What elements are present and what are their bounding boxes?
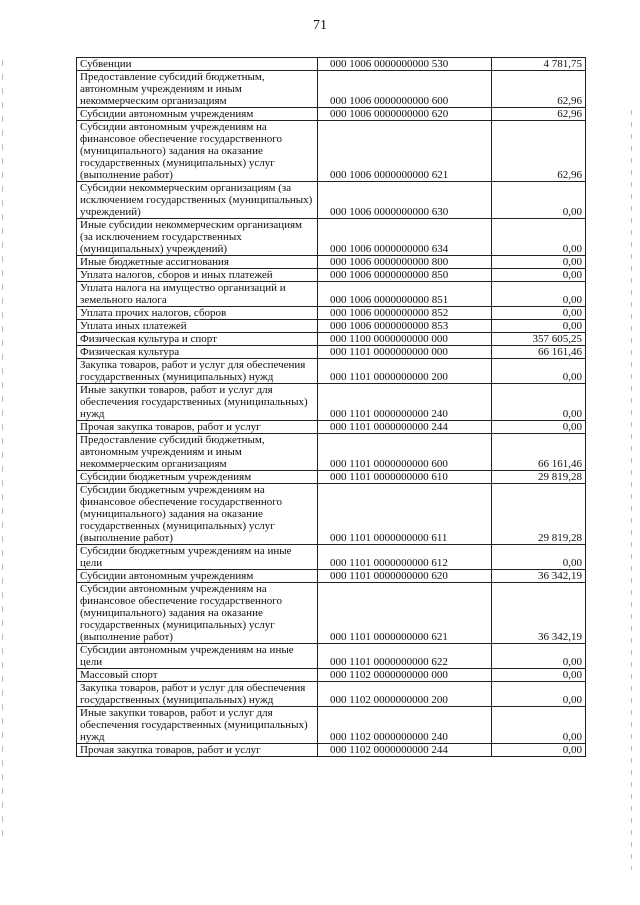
row-code: 000 1101 0000000000 611	[318, 484, 492, 545]
row-code: 000 1101 0000000000 621	[318, 583, 492, 644]
row-amount: 357 605,25	[492, 333, 586, 346]
row-code: 000 1006 0000000000 852	[318, 307, 492, 320]
row-amount: 29 819,28	[492, 484, 586, 545]
row-code: 000 1006 0000000000 634	[318, 219, 492, 256]
row-amount: 0,00	[492, 545, 586, 570]
table-row	[77, 108, 586, 121]
row-name: Уплата налогов, сборов и иных платежей	[77, 269, 318, 282]
row-amount: 62,96	[492, 121, 586, 182]
row-name: Субсидии бюджетным учреждениям на финансовое обеспечение государственного (муниципального) задания на оказание государственных (муниципальных) услуг (выполнение работ)	[77, 484, 318, 545]
row-amount: 66 161,46	[492, 346, 586, 359]
row-code: 000 1101 0000000000 620	[318, 570, 492, 583]
row-amount: 62,96	[492, 108, 586, 121]
row-name: Предоставление субсидий бюджетным, автономным учреждениям и иным некоммерческим организациям	[77, 71, 318, 108]
row-name: Массовый спорт	[77, 669, 318, 682]
row-amount: 0,00	[492, 359, 586, 384]
table-row	[77, 269, 586, 282]
row-amount: 0,00	[492, 421, 586, 434]
row-amount: 66 161,46	[492, 434, 586, 471]
row-code: 000 1101 0000000000 622	[318, 644, 492, 669]
row-amount: 0,00	[492, 269, 586, 282]
row-amount: 0,00	[492, 682, 586, 707]
budget-table	[76, 57, 586, 757]
table-row	[77, 682, 586, 707]
row-name: Предоставление субсидий бюджетным, автономным учреждениям и иным некоммерческим организациям	[77, 434, 318, 471]
row-name: Прочая закупка товаров, работ и услуг	[77, 421, 318, 434]
row-name: Уплата иных платежей	[77, 320, 318, 333]
row-name: Иные бюджетные ассигнования	[77, 256, 318, 269]
row-amount: 0,00	[492, 282, 586, 307]
row-code: 000 1006 0000000000 853	[318, 320, 492, 333]
row-name: Уплата налога на имущество организаций и земельного налога	[77, 282, 318, 307]
table-row	[77, 219, 586, 256]
scan-edge-right	[631, 110, 632, 870]
table-row	[77, 471, 586, 484]
row-name: Субсидии бюджетным учреждениям на иные цели	[77, 545, 318, 570]
row-name: Иные закупки товаров, работ и услуг для обеспечения государственных (муниципальных) нужд	[77, 384, 318, 421]
row-code: 000 1006 0000000000 530	[318, 58, 492, 71]
scan-edge-left	[2, 60, 3, 840]
row-amount: 0,00	[492, 384, 586, 421]
row-name: Субсидии автономным учреждениям на финансовое обеспечение государственного (муниципального) задания на оказание государственных (муниципальных) услуг (выполнение работ)	[77, 583, 318, 644]
table-row	[77, 333, 586, 346]
table-row	[77, 570, 586, 583]
row-amount: 0,00	[492, 256, 586, 269]
table-row	[77, 58, 586, 71]
row-code: 000 1006 0000000000 621	[318, 121, 492, 182]
row-code: 000 1102 0000000000 200	[318, 682, 492, 707]
table-row	[77, 346, 586, 359]
table-row	[77, 256, 586, 269]
row-code: 000 1006 0000000000 800	[318, 256, 492, 269]
row-amount: 0,00	[492, 182, 586, 219]
row-code: 000 1101 0000000000 244	[318, 421, 492, 434]
row-code: 000 1102 0000000000 240	[318, 707, 492, 744]
table-row	[77, 307, 586, 320]
row-name: Иные субсидии некоммерческим организациям (за исключением государственных (муниципальных) учреждений)	[77, 219, 318, 256]
row-code: 000 1101 0000000000 610	[318, 471, 492, 484]
row-code: 000 1006 0000000000 620	[318, 108, 492, 121]
row-amount: 0,00	[492, 307, 586, 320]
row-code: 000 1101 0000000000 600	[318, 434, 492, 471]
row-code: 000 1006 0000000000 630	[318, 182, 492, 219]
row-code: 000 1102 0000000000 000	[318, 669, 492, 682]
row-amount: 0,00	[492, 644, 586, 669]
row-code: 000 1101 0000000000 000	[318, 346, 492, 359]
table-row	[77, 644, 586, 669]
row-amount: 0,00	[492, 320, 586, 333]
row-code: 000 1006 0000000000 851	[318, 282, 492, 307]
table-row	[77, 320, 586, 333]
row-amount: 4 781,75	[492, 58, 586, 71]
row-name: Закупка товаров, работ и услуг для обеспечения государственных (муниципальных) нужд	[77, 682, 318, 707]
table-row	[77, 182, 586, 219]
budget-table-body	[77, 58, 586, 757]
table-row	[77, 282, 586, 307]
table-row	[77, 744, 586, 757]
row-name: Субсидии автономным учреждениям	[77, 570, 318, 583]
row-amount: 0,00	[492, 669, 586, 682]
row-amount: 0,00	[492, 219, 586, 256]
table-row	[77, 434, 586, 471]
row-code: 000 1101 0000000000 240	[318, 384, 492, 421]
row-code: 000 1101 0000000000 200	[318, 359, 492, 384]
table-row	[77, 421, 586, 434]
row-amount: 36 342,19	[492, 570, 586, 583]
row-name: Иные закупки товаров, работ и услуг для обеспечения государственных (муниципальных) нужд	[77, 707, 318, 744]
row-name: Субсидии некоммерческим организациям (за исключением государственных (муниципальных) учреждений)	[77, 182, 318, 219]
row-amount: 0,00	[492, 707, 586, 744]
table-row	[77, 545, 586, 570]
row-name: Физическая культура	[77, 346, 318, 359]
row-name: Закупка товаров, работ и услуг для обеспечения государственных (муниципальных) нужд	[77, 359, 318, 384]
row-code: 000 1100 0000000000 000	[318, 333, 492, 346]
row-code: 000 1101 0000000000 612	[318, 545, 492, 570]
table-row	[77, 707, 586, 744]
row-amount: 0,00	[492, 744, 586, 757]
table-row	[77, 359, 586, 384]
row-name: Субсидии бюджетным учреждениям	[77, 471, 318, 484]
row-name: Субсидии автономным учреждениям на финансовое обеспечение государственного (муниципального) задания на оказание государственных (муниципальных) услуг (выполнение работ)	[77, 121, 318, 182]
row-amount: 36 342,19	[492, 583, 586, 644]
row-code: 000 1006 0000000000 850	[318, 269, 492, 282]
table-row	[77, 121, 586, 182]
row-amount: 62,96	[492, 71, 586, 108]
row-name: Прочая закупка товаров, работ и услуг	[77, 744, 318, 757]
table-row	[77, 669, 586, 682]
table-row	[77, 484, 586, 545]
row-amount: 29 819,28	[492, 471, 586, 484]
table-row	[77, 384, 586, 421]
page-number: 71	[313, 18, 327, 33]
row-name: Субсидии автономным учреждениям на иные цели	[77, 644, 318, 669]
row-name: Физическая культура и спорт	[77, 333, 318, 346]
row-name: Субсидии автономным учреждениям	[77, 108, 318, 121]
row-code: 000 1102 0000000000 244	[318, 744, 492, 757]
table-row	[77, 71, 586, 108]
table-row	[77, 583, 586, 644]
row-name: Уплата прочих налогов, сборов	[77, 307, 318, 320]
row-name: Субвенции	[77, 58, 318, 71]
row-code: 000 1006 0000000000 600	[318, 71, 492, 108]
